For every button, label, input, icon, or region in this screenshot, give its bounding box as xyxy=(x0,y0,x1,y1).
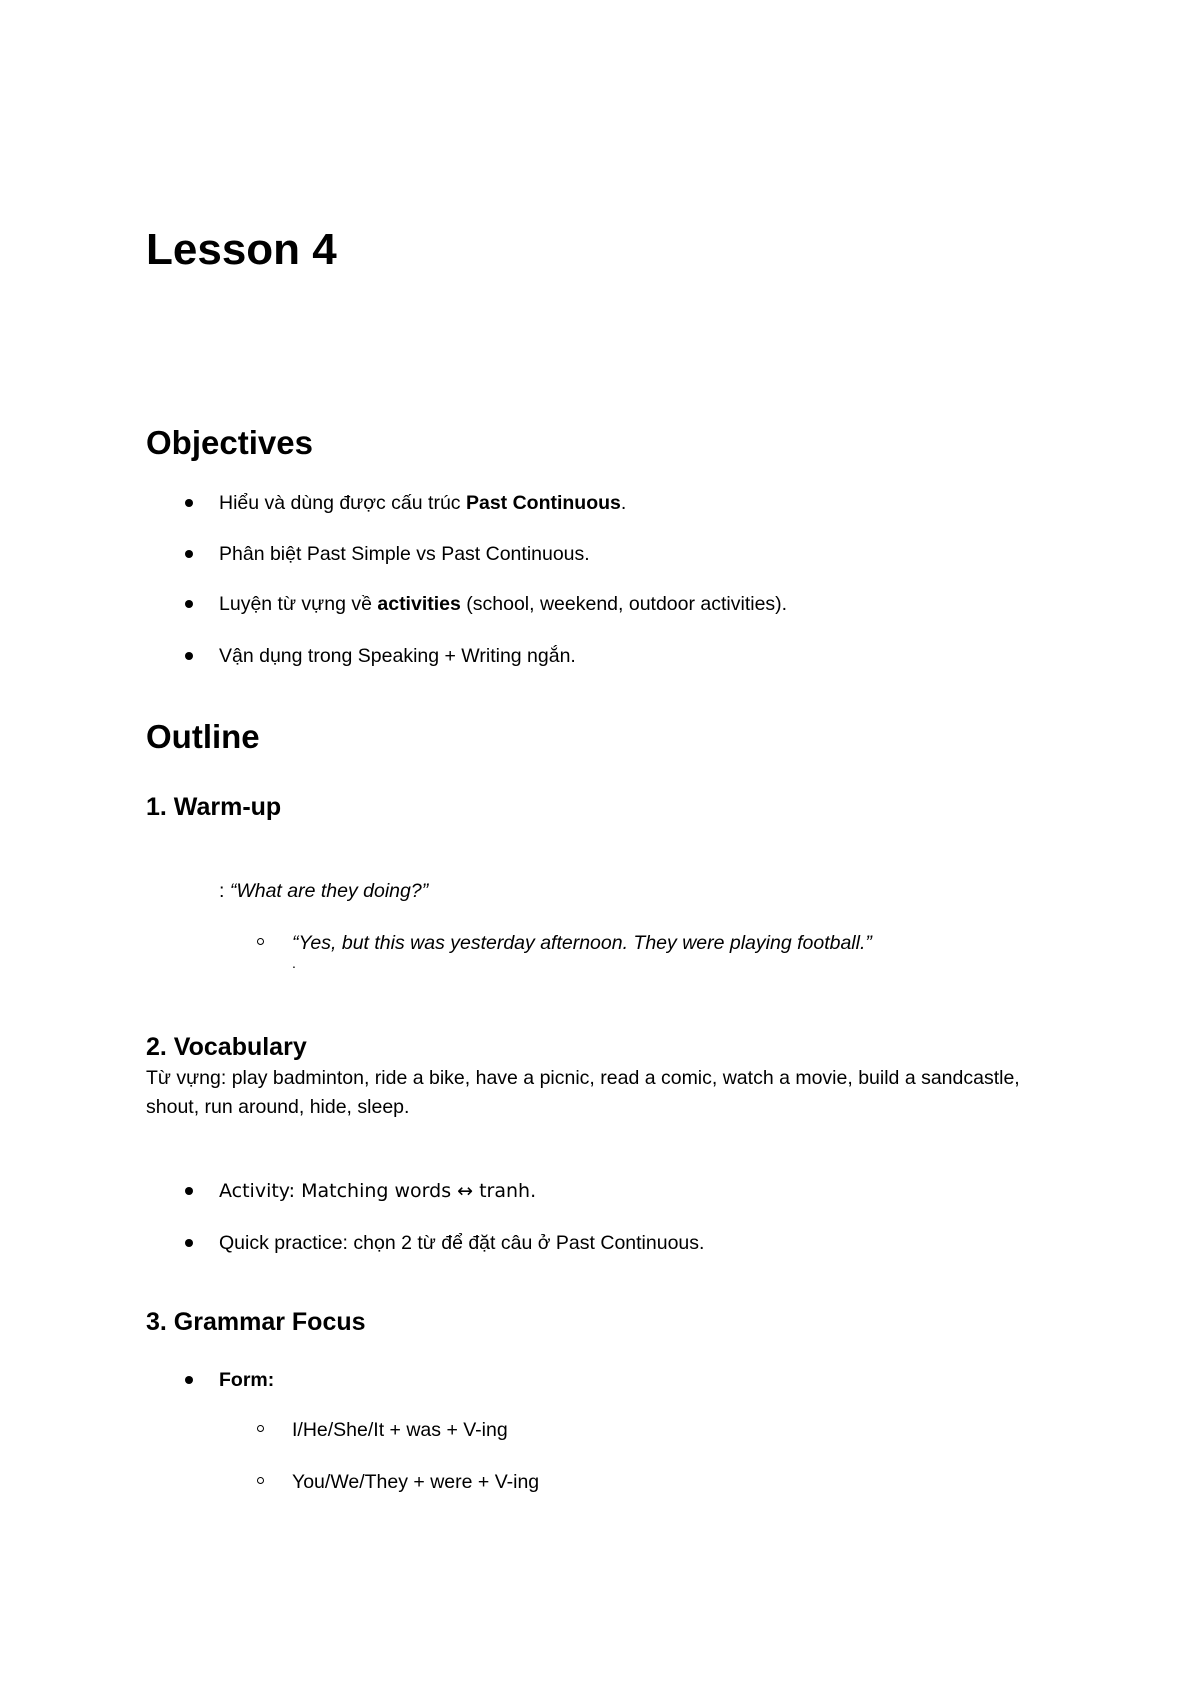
bullet-dot-icon xyxy=(185,1187,193,1195)
bullet-dot-icon xyxy=(185,1239,193,1247)
warmup-prompt: : “What are they doing?” xyxy=(219,880,429,902)
page-title: Lesson 4 xyxy=(146,225,337,274)
bullet-circle-icon xyxy=(257,1477,264,1484)
bullet-dot-icon xyxy=(185,652,193,660)
objectives-heading: Objectives xyxy=(146,424,313,461)
bullet-dot-icon xyxy=(185,1376,193,1384)
outline-heading: Outline xyxy=(146,718,260,755)
bullet-circle-icon xyxy=(257,1425,264,1432)
document-page: Lesson 4 Objectives Hiểu và dùng được cấu trúc Past Continuous. Phân biệt Past Simple vs Past Continuous. Luyện từ vựng về activities (school, weekend, outdoor activities). Vận dụng trong Speaking + Writing ngắn. Outline 1. Warm-up : “What are they doing?” “Yes, but this was yesterday afternoon. They were playing football.” . 2. Vocabulary Từ vựng: play badminton, ride a bike, have a picnic, read a comic, watch a movie, build a sandcastle, shout, run around, hide, sleep. Activity: Matching words ↔ tranh. Quick practice: chọn 2 từ để đặt câu ở Past Continuous. 3. Grammar Focus Form: I/He/She/It + was + V-ing You/We/They + were + V-ing xyxy=(0,0,1200,1696)
vocabulary-paragraph: Từ vựng: play badminton, ride a bike, have a picnic, read a comic, watch a movie, build a sandcastle, shout, run around, hide, sleep. xyxy=(146,1067,1020,1118)
grammar-heading: 3. Grammar Focus xyxy=(146,1308,366,1336)
warmup-heading: 1. Warm-up xyxy=(146,793,282,821)
vocabulary-heading: 2. Vocabulary xyxy=(146,1033,307,1061)
warmup-trailing-mark: . xyxy=(292,955,296,971)
bullet-circle-icon xyxy=(257,938,264,945)
bullet-dot-icon xyxy=(185,600,193,608)
bullet-dot-icon xyxy=(185,499,193,507)
bullet-dot-icon xyxy=(185,550,193,558)
